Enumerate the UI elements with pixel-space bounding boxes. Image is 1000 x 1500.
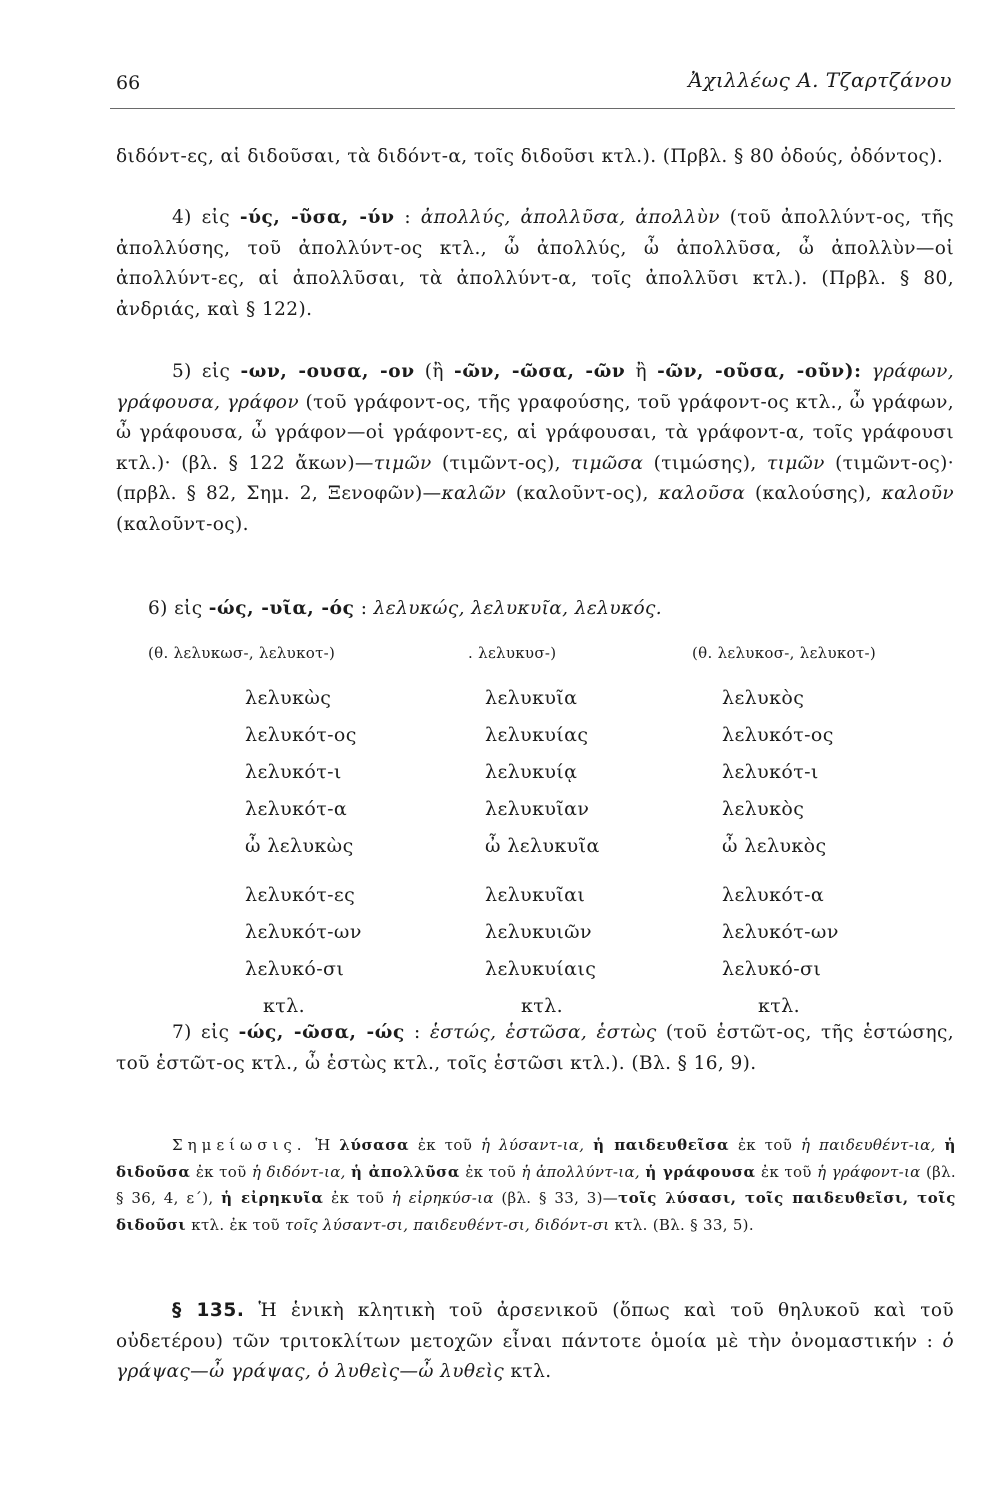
table-cell: λελυκυιῶν <box>485 921 592 943</box>
table-cell: λελυκὸς <box>722 798 805 820</box>
table-cell: λελυκό-σι <box>245 958 345 980</box>
section-5-ex2b: (τιμῶντ-ος), <box>441 452 561 474</box>
note-text: κτλ. ἐκ τοῦ <box>191 1215 280 1234</box>
table-cell: ὦ λελυκὸς <box>722 835 827 857</box>
note-text: ἐκ τοῦ <box>761 1162 812 1181</box>
note-text: κτλ. (Βλ. § 33, 5). <box>614 1215 754 1234</box>
table-cell: ὦ λελυκυῖα <box>485 835 600 857</box>
note-text: ἐκ τοῦ <box>195 1162 247 1181</box>
section-135-examples: ὁ γράψας—ὦ γράψας, ὁ λυθεὶς—ὦ λυθεὶς <box>116 1330 955 1382</box>
section-135-paragraph <box>116 1296 954 1388</box>
section-5-ex3: τιμῶσα <box>571 452 644 474</box>
table-cell: λελυκότ-ι <box>245 761 342 783</box>
table-header-neuter: (θ. λελυκοσ-, λελυκοτ-) <box>692 644 876 662</box>
table-cell: λελυκότ-ων <box>245 921 362 943</box>
note-label: Σημείωσις. <box>172 1136 307 1154</box>
note-bold: ἡ γράφουσα <box>645 1162 756 1181</box>
table-column-feminine <box>485 680 600 1025</box>
running-title: Ἀχιλλέως Α. Τζαρτζάνου <box>688 68 952 92</box>
note-italic: ἡ γράφοντ-ια <box>817 1162 921 1181</box>
section-135-number: § 135. <box>172 1300 245 1321</box>
page-number: 66 <box>116 72 141 94</box>
table-cell: λελυκότ-ι <box>722 761 819 783</box>
note-text: ἐκ τοῦ <box>417 1136 473 1154</box>
section-7-examples: ἑστώς, ἑστῶσα, ἑστὼς <box>429 1022 657 1043</box>
section-4-paragraph: 4) εἰς -ύς, -ῦσα, -ύν : ἀπολλύς, ἀπολλῦσα, ἀπολλὺν (τοῦ ἀπολλύντ-ος, τῆς ἀπολλύσης, τοῦ ἀπολλύντ-ος κτλ., ὦ ἀπολλύς, ὦ ἀπολλῦσα, ὦ ἀπολλὺν—οἱ ἀπολλύντ-ες, αἱ ἀπολλῦσαι, τὰ ἀπολλύντ-α, τοῖς ἀπολλῦσι κτλ.). (Πρβλ. § 80, ἀνδριάς, καὶ § 122). <box>116 207 955 320</box>
note-bold: ἡ εἰρηκυῖα <box>221 1189 324 1207</box>
table-cell: λελυκὸς <box>722 687 805 709</box>
section-7-endings: -ώς, -ῶσα, -ώς <box>238 1022 405 1043</box>
table-cell: λελυκότ-α <box>722 884 825 906</box>
note-bold: λύσασα <box>339 1136 410 1154</box>
section-7-number: 7) εἰς <box>172 1022 230 1043</box>
note-text: (βλ. § 33, 3)— <box>501 1189 619 1207</box>
section-6-colon: : <box>360 598 368 619</box>
table-cell: λελυκυῖαν <box>485 798 590 820</box>
note-text: ἐκ τοῦ <box>331 1189 385 1207</box>
section-135-end: κτλ. <box>510 1361 552 1382</box>
section-5-ex5b: (καλοῦντ-ος), <box>515 483 649 504</box>
section-7-rest: (τοῦ ἑστῶτ-ος, τῆς ἑστώσης, τοῦ ἑστῶτ-ος κτλ., ὦ ἑστὼς κτλ., τοῖς ἑστῶσι κτλ.). (Βλ. § 16, 9). <box>116 1022 955 1074</box>
table-cell: κτλ. <box>263 995 306 1017</box>
section-7-paragraph <box>116 1018 954 1079</box>
section-5-ex4: τιμῶν <box>766 452 825 474</box>
section-135-text: Ἡ ἑνικὴ κλητικὴ τοῦ ἀρσενικοῦ (ὅπως καὶ τοῦ θηλυκοῦ καὶ τοῦ οὐδετέρου) τῶν τριτοκλίτων μετοχῶν εἶναι πάντοτε ὁμοία μὲ τὴν ὀνομαστικήν : <box>116 1300 955 1352</box>
section-5-alt-open: (ἢ <box>424 361 444 382</box>
continuation-paragraph: διδόντ-ες, αἱ διδοῦσαι, τὰ διδόντ-α, τοῖς διδοῦσι κτλ.). (Πρβλ. § 80 ὀδούς, ὀδόντος). <box>116 146 944 167</box>
table-cell: λελυκυῖα <box>485 687 578 709</box>
note-italic: ἡ παιδευθέντ-ια, <box>800 1136 936 1154</box>
section-5-alt-or: ἢ <box>635 361 647 382</box>
section-5-ex7: καλοῦν <box>881 483 955 504</box>
section-5-number: 5) εἰς <box>172 361 231 382</box>
section-5-alt-endings-1: -ῶν, -ῶσα, -ῶν <box>454 361 626 382</box>
note-text: (βλ. § 36, 4, ε΄), <box>116 1162 956 1207</box>
note-text: ἐκ τοῦ <box>465 1162 517 1181</box>
table-header-masculine: (θ. λελυκωσ-, λελυκοτ-) <box>148 644 336 662</box>
table-column-neuter <box>722 680 839 1025</box>
note-italic: ἡ ἀπολλύντ-ια, <box>521 1162 640 1181</box>
table-cell: λελυκότ-ος <box>722 724 834 746</box>
section-4-rest: (τοῦ ἀπολλύντ-ος, τῆς ἀπολλύσης, τοῦ ἀπολλύντ-ος κτλ., ὦ ἀπολλύς, ὦ ἀπολλῦσα, ὦ ἀπολλὺν—οἱ ἀπολλύντ-ες, αἱ ἀπολλῦσαι, τὰ ἀπολλύντ-α, τοῖς ἀπολλῦσι κτλ.). (Πρβλ. § 80, ἀνδριάς, καὶ § 122). <box>116 207 955 320</box>
section-5-rest2: (τιμῶντ-ος)· (πρβλ. § 82, Σημ. 2, Ξενοφῶν)— <box>116 452 955 504</box>
table-cell: λελυκυίᾳ <box>485 761 578 783</box>
table-column-masculine <box>245 680 362 1025</box>
note-italic: ἡ εἰρηκύσ-ια <box>391 1189 494 1207</box>
section-5-ex5: καλῶν <box>441 483 507 504</box>
table-cell: λελυκότ-ος <box>245 724 357 746</box>
table-cell: ὦ λελυκὼς <box>245 835 354 857</box>
section-4-endings: -ύς, -ῦσα, -ύν <box>239 207 395 228</box>
table-header-feminine: . λελυκυσ-) <box>468 644 557 662</box>
table-cell: λελυκυῖαι <box>485 884 586 906</box>
section-5-alt-endings-2: -ῶν, -οῦσα, -οῦν): <box>657 361 862 382</box>
note-italic: τοῖς λύσαντ-σι, παιδευθέντ-σι, διδόντ-σι <box>285 1215 610 1234</box>
table-cell: λελυκυίαις <box>485 958 597 980</box>
table-gap <box>245 865 362 877</box>
table-cell: λελυκότ-α <box>245 798 348 820</box>
section-5-rest3: (καλοῦντ-ος). <box>116 513 249 535</box>
section-7-colon: : <box>414 1022 421 1043</box>
section-5-ex6: καλοῦσα <box>658 483 746 504</box>
note-bold: ἡ ἀπολλῦσα <box>351 1162 460 1181</box>
table-cell: λελυκό-σι <box>722 958 822 980</box>
section-5-ex6b: (καλούσης), <box>754 483 872 504</box>
table-cell: λελυκυίας <box>485 724 589 746</box>
note-italic: ἡ διδόντ-ια, <box>251 1162 346 1181</box>
section-4-examples: ἀπολλύς, ἀπολλῦσα, ἀπολλὺν <box>420 207 720 228</box>
section-5-rest1: (τοῦ γράφοντ-ος, τῆς γραφούσης, τοῦ γράφοντ-ος κτλ., ὦ γράφων, ὦ γράφουσα, ὦ γράφον—οἱ γράφοντ-ες, αἱ γράφουσαι, τὰ γράφοντ-α, τοῖς γράφουσι κτλ.)· (βλ. § 122 ἄκων)— <box>116 391 954 474</box>
table-gap <box>485 865 600 877</box>
note-text: Ἡ <box>315 1136 331 1154</box>
note-italic: ἡ λύσαντ-ια, <box>480 1136 585 1154</box>
section-6-number: 6) εἰς <box>148 598 203 619</box>
section-6-endings: -ώς, -υῖα, -ός <box>208 598 355 619</box>
section-6-examples: λελυκώς, λελυκυῖα, λελυκός. <box>373 598 663 619</box>
section-5-paragraph <box>116 357 954 540</box>
section-6-line <box>148 598 662 619</box>
note-bold: τοῖς λύσασι, τοῖς παιδευθεῖσι, τοῖς διδοῦσι <box>116 1189 956 1234</box>
header-rule <box>110 108 955 109</box>
section-5-ex3b: (τιμώσης), <box>653 452 757 474</box>
note-bold: ἡ παιδευθεῖσα <box>593 1136 730 1154</box>
table-cell: κτλ. <box>758 995 801 1017</box>
table-cell: κτλ. <box>521 995 564 1017</box>
section-5-ex2: τιμῶν <box>373 452 432 474</box>
table-cell: λελυκότ-ες <box>245 884 356 906</box>
note-bold: ἡ διδοῦσα <box>116 1136 957 1181</box>
table-cell: λελυκότ-ων <box>722 921 839 943</box>
table-gap <box>722 865 839 877</box>
table-cell: λελυκὼς <box>245 687 332 709</box>
note-text: ἐκ τοῦ <box>737 1136 793 1154</box>
section-4-number: 4) εἰς <box>172 207 230 228</box>
section-5-examples: γράφων, γράφουσα, γράφον <box>116 361 955 413</box>
section-5-endings: -ων, -ουσα, -ον <box>240 361 415 382</box>
note-paragraph <box>116 1132 956 1238</box>
